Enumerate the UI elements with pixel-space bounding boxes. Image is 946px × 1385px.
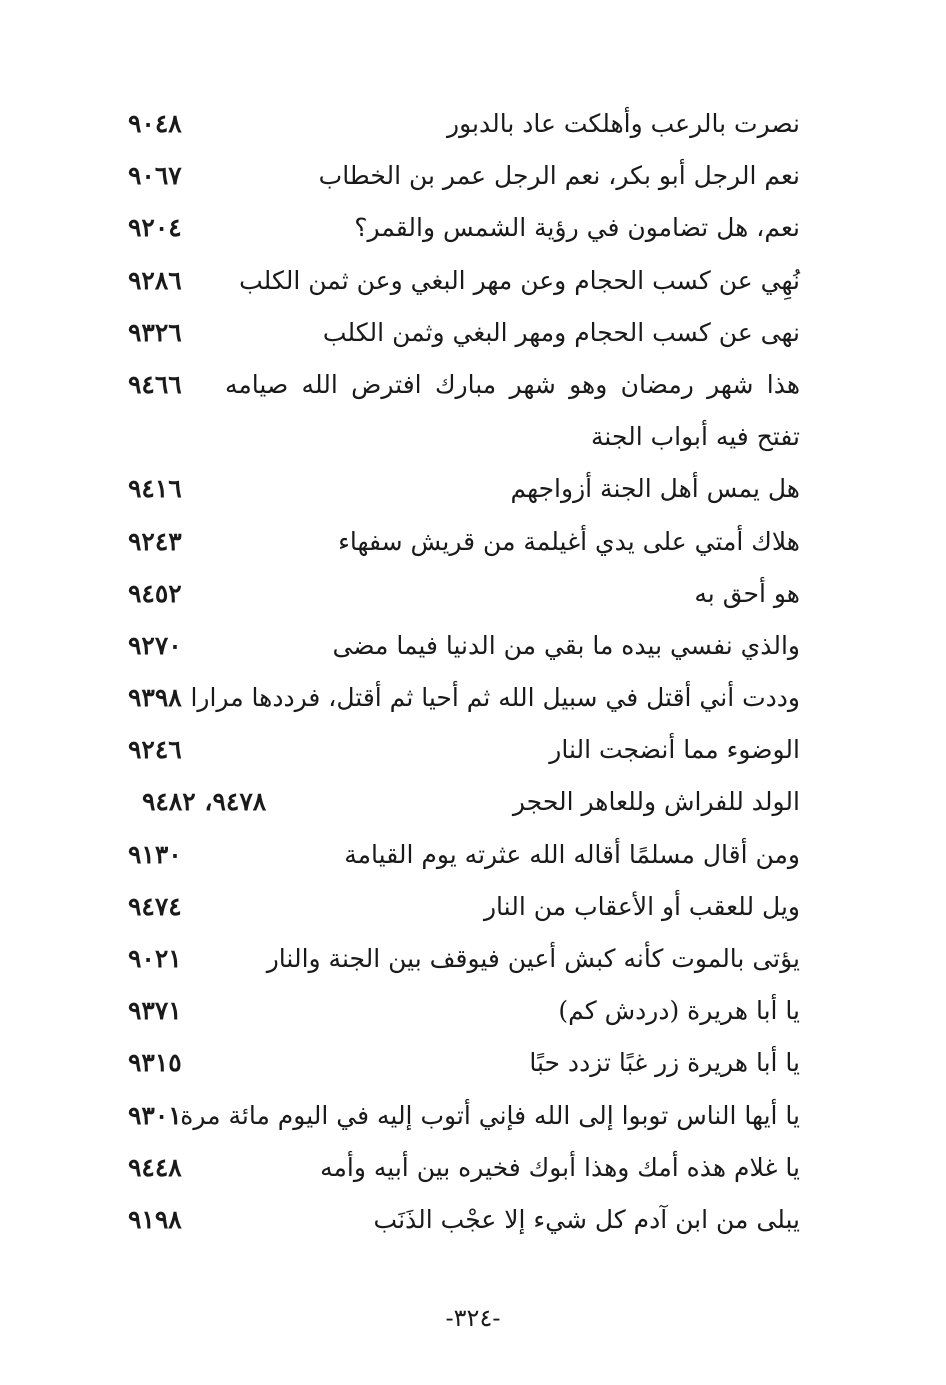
entry-number: ٩٢٨٦	[128, 265, 182, 295]
entry-number: ٩١٩٨	[128, 1204, 182, 1234]
list-item	[128, 724, 800, 776]
entry-number: ٩٣٢٦	[128, 317, 182, 347]
list-item	[128, 829, 800, 881]
entry-number: ٩٤١٦	[128, 474, 182, 504]
entry-text: والذي نفسي بيده ما بقي من الدنيا فيما مضى	[332, 630, 800, 660]
list-item	[128, 98, 800, 150]
entry-text: نُهِي عن كسب الحجام وعن مهر البغي وعن ثمن الكلب	[239, 265, 800, 295]
entry-text: وددت أني أقتل في سبيل الله ثم أحيا ثم أقتل، فرددها مرارا	[190, 683, 800, 713]
entry-text: ومن أقال مسلمًا أقاله الله عثرته يوم القيامة	[344, 839, 800, 869]
entry-text: الولد للفراش وللعاهر الحجر	[512, 787, 800, 817]
list-item	[128, 1090, 800, 1142]
list-item	[128, 672, 800, 724]
entry-text: نعم، هل تضامون في رؤية الشمس والقمر؟	[354, 213, 800, 243]
entry-number: ٩٣١٥	[128, 1048, 182, 1078]
entry-number: ٩١٣٠	[128, 839, 182, 869]
entry-number: ٩٠٤٨	[128, 109, 182, 138]
entry-number: ٩٢٠٤	[128, 213, 182, 243]
entry-text: يؤتى بالموت كأنه كبش أعين فيوقف بين الجنة والنار	[266, 944, 800, 974]
entry-number: ٩٢٤٣	[128, 526, 182, 556]
entry-text: نعم الرجل أبو بكر، نعم الرجل عمر بن الخطاب	[318, 161, 800, 191]
entry-number: ٩٣٩٨	[128, 683, 182, 713]
list-item	[128, 933, 800, 985]
page-number: -٣٢٤-	[445, 1304, 501, 1332]
list-item	[128, 255, 800, 307]
hadith-index-list	[128, 98, 800, 1246]
list-item	[128, 776, 800, 828]
entry-text: يا أيها الناس توبوا إلى الله فإني أتوب إليه في اليوم مائة مرة	[180, 1100, 800, 1130]
list-item	[128, 1194, 800, 1246]
list-item	[128, 463, 800, 515]
entry-text: نصرت بالرعب وأهلكت عاد بالدبور	[447, 109, 800, 138]
list-item	[128, 307, 800, 359]
list-item	[128, 620, 800, 672]
list-item	[128, 150, 800, 202]
entry-number: ٩٣٠١	[128, 1100, 182, 1130]
entry-number: ٩٢٧٠	[128, 630, 182, 660]
list-item	[128, 881, 800, 933]
entry-number: ٩٠٦٧	[128, 161, 182, 191]
entry-text: يا أبا هريرة (دردش كم)	[558, 996, 800, 1026]
entry-text: هل يمس أهل الجنة أزواجهم	[510, 474, 800, 504]
entry-text: يا غلام هذه أمك وهذا أبوك فخيره بين أبيه وأمه	[320, 1152, 800, 1182]
list-item	[128, 516, 800, 568]
entry-text: هلاك أمتي على يدي أغيلمة من قريش سفهاء	[338, 526, 800, 556]
list-item	[128, 985, 800, 1037]
entry-text: يبلى من ابن آدم كل شيء إلا عجْب الذَنَب	[373, 1204, 800, 1234]
list-item	[128, 1142, 800, 1194]
entry-number: ٩٤٧٨، ٩٤٨٢	[142, 787, 267, 817]
list-item	[128, 568, 800, 620]
entry-text: يا أبا هريرة زر غبًا تزدد حبًا	[529, 1048, 800, 1078]
entry-number: ٩٤٦٦	[128, 369, 182, 399]
entry-number: ٩٣٧١	[128, 996, 182, 1026]
list-item	[128, 202, 800, 254]
entry-text: الوضوء مما أنضجت النار	[549, 735, 800, 765]
entry-text: نهى عن كسب الحجام ومهر البغي وثمن الكلب	[322, 317, 800, 347]
entry-number: ٩٢٤٦	[128, 735, 182, 765]
list-item	[128, 359, 800, 463]
entry-number: ٩٤٤٨	[128, 1152, 182, 1182]
list-item	[128, 1037, 800, 1089]
entry-text: هذا شهر رمضان وهو شهر مبارك افترض الله صيامه تفتح فيه أبواب الجنة	[225, 369, 800, 452]
entry-text: ويل للعقب أو الأعقاب من النار	[483, 891, 800, 921]
entry-number: ٩٠٢١	[128, 944, 182, 974]
entry-number: ٩٤٧٤	[128, 891, 182, 921]
entry-text: هو أحق به	[694, 578, 800, 608]
entry-number: ٩٤٥٢	[128, 578, 182, 608]
